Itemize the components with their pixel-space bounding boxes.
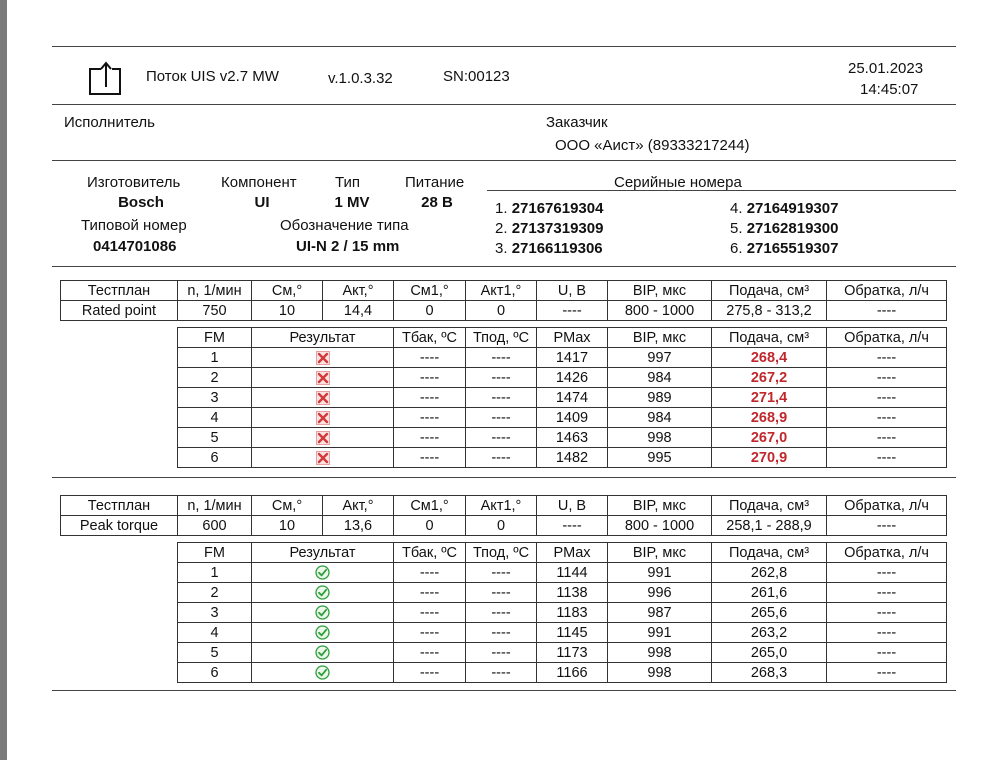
type-designation-value: UI-N 2 / 15 mm	[296, 238, 400, 255]
result-cell	[252, 623, 394, 643]
tbak-cell: ----	[394, 448, 466, 468]
header-cell: Тбак, ºС	[394, 328, 466, 348]
flow-cell: 265,6	[712, 603, 827, 623]
header-cell: Результат	[252, 328, 394, 348]
bip-cell: 984	[608, 408, 712, 428]
fm-cell: 2	[178, 368, 252, 388]
left-page-edge	[0, 0, 7, 760]
fm-cell: 4	[178, 623, 252, 643]
plan-cell: 13,6	[323, 516, 394, 536]
table-row	[178, 388, 947, 408]
header-cell: Акт1,°	[466, 496, 537, 516]
plan-cell: ----	[827, 516, 947, 536]
return-cell: ----	[827, 408, 947, 428]
results-header-row	[178, 328, 947, 348]
header-cell: PMax	[537, 328, 608, 348]
header-cell: U, В	[537, 281, 608, 301]
bip-cell: 989	[608, 388, 712, 408]
tbak-cell: ----	[394, 408, 466, 428]
green-check-icon	[315, 645, 330, 661]
table-row	[178, 448, 947, 468]
tbak-cell: ----	[394, 583, 466, 603]
power-value: 28 В	[421, 194, 453, 211]
pmax-cell: 1463	[537, 428, 608, 448]
plan-cell: 800 - 1000	[608, 301, 712, 321]
plan-values-row	[61, 516, 947, 536]
green-check-icon	[315, 665, 330, 681]
header-cell: См1,°	[394, 281, 466, 301]
executor-label: Исполнитель	[64, 114, 155, 131]
plan-header-row	[61, 496, 947, 516]
header-cell: Тпод, ºС	[466, 543, 537, 563]
table-row	[178, 368, 947, 388]
result-cell	[252, 368, 394, 388]
red-cross-icon	[316, 390, 330, 406]
return-cell: ----	[827, 388, 947, 408]
report-time: 14:45:07	[860, 81, 919, 98]
plan-cell: Peak torque	[61, 516, 178, 536]
pmax-cell: 1144	[537, 563, 608, 583]
return-cell: ----	[827, 348, 947, 368]
parties-rule	[52, 160, 956, 161]
tpod-cell: ----	[466, 388, 537, 408]
tbak-cell: ----	[394, 348, 466, 368]
header-cell: Результат	[252, 543, 394, 563]
tbak-cell: ----	[394, 603, 466, 623]
logo-icon	[88, 60, 122, 101]
header-cell: Подача, см³	[712, 328, 827, 348]
header-cell: PMax	[537, 543, 608, 563]
header-cell: Подача, см³	[712, 543, 827, 563]
header-cell: Акт,°	[323, 281, 394, 301]
tpod-cell: ----	[466, 448, 537, 468]
result-cell	[252, 348, 394, 368]
plan-cell: 10	[252, 301, 323, 321]
green-check-icon	[315, 585, 330, 601]
header-rule	[52, 104, 956, 105]
green-check-icon	[315, 565, 330, 581]
tbak-cell: ----	[394, 663, 466, 683]
program-version: v.1.0.3.32	[328, 70, 393, 87]
table-row	[178, 408, 947, 428]
header-cell: BIP, мкс	[608, 543, 712, 563]
flow-cell: 268,3	[712, 663, 827, 683]
part-number-label: Типовой номер	[81, 217, 187, 234]
return-cell: ----	[827, 583, 947, 603]
plan-cell: ----	[827, 301, 947, 321]
table-row	[178, 428, 947, 448]
pmax-cell: 1417	[537, 348, 608, 368]
fm-cell: 6	[178, 448, 252, 468]
plan-cell: 800 - 1000	[608, 516, 712, 536]
flow-cell: 270,9	[712, 448, 827, 468]
info-rule	[52, 266, 956, 267]
result-cell	[252, 663, 394, 683]
power-label: Питание	[405, 174, 465, 191]
tpod-cell: ----	[466, 623, 537, 643]
return-cell: ----	[827, 368, 947, 388]
red-cross-icon	[316, 370, 330, 386]
tbak-cell: ----	[394, 428, 466, 448]
table-row	[178, 623, 947, 643]
header-cell: См,°	[252, 496, 323, 516]
table-row	[178, 563, 947, 583]
tpod-cell: ----	[466, 603, 537, 623]
red-cross-icon	[316, 450, 330, 466]
table-row	[178, 603, 947, 623]
type-designation-label: Обозначение типа	[280, 217, 409, 234]
header-cell: Подача, см³	[712, 496, 827, 516]
pmax-cell: 1145	[537, 623, 608, 643]
plan-cell: 0	[466, 516, 537, 536]
device-serial: SN:00123	[443, 68, 510, 85]
header-cell: n, 1/мин	[178, 496, 252, 516]
table-row	[178, 583, 947, 603]
plan-cell: 10	[252, 516, 323, 536]
tpod-cell: ----	[466, 348, 537, 368]
serial-index: 4.	[730, 200, 743, 217]
plan-cell: 258,1 - 288,9	[712, 516, 827, 536]
serials-title: Серийные номера	[614, 174, 742, 191]
flow-cell: 267,2	[712, 368, 827, 388]
plan-header-row	[61, 281, 947, 301]
serial-number: 27162819300	[746, 220, 839, 237]
tbak-cell: ----	[394, 643, 466, 663]
serial-number: 27166119306	[511, 240, 603, 257]
plan-cell: 14,4	[323, 301, 394, 321]
bip-cell: 998	[608, 643, 712, 663]
pmax-cell: 1426	[537, 368, 608, 388]
type-label: Тип	[335, 174, 361, 191]
result-cell	[252, 428, 394, 448]
tbak-cell: ----	[394, 388, 466, 408]
tpod-cell: ----	[466, 643, 537, 663]
tpod-cell: ----	[466, 563, 537, 583]
green-check-icon	[315, 625, 330, 641]
return-cell: ----	[827, 663, 947, 683]
return-cell: ----	[827, 448, 947, 468]
results-table-1	[177, 327, 947, 468]
pmax-cell: 1482	[537, 448, 608, 468]
table-row	[178, 348, 947, 368]
flow-cell: 271,4	[712, 388, 827, 408]
header-cell: BIP, мкс	[608, 496, 712, 516]
return-cell: ----	[827, 603, 947, 623]
header-cell: Акт1,°	[466, 281, 537, 301]
serial-number: 27164919307	[746, 200, 839, 217]
serial-number: 27165519307	[746, 240, 839, 257]
serial-item	[730, 240, 838, 257]
customer-value: ООО «Аист» (89333217244)	[555, 137, 750, 154]
header-cell: Тпод, ºС	[466, 328, 537, 348]
plan-cell: 600	[178, 516, 252, 536]
header-cell: Обратка, л/ч	[827, 496, 947, 516]
bip-cell: 991	[608, 563, 712, 583]
flow-cell: 268,4	[712, 348, 827, 368]
serial-item	[495, 200, 603, 217]
header-cell: Тбак, ºС	[394, 543, 466, 563]
result-cell	[252, 603, 394, 623]
result-cell	[252, 643, 394, 663]
top-rule	[52, 46, 956, 47]
result-cell	[252, 583, 394, 603]
pmax-cell: 1138	[537, 583, 608, 603]
result-cell	[252, 388, 394, 408]
serial-index: 6.	[730, 240, 743, 257]
header-cell: Акт,°	[323, 496, 394, 516]
plan-values-row	[61, 301, 947, 321]
red-cross-icon	[316, 430, 330, 446]
serial-index: 1.	[495, 200, 508, 217]
flow-cell: 265,0	[712, 643, 827, 663]
pmax-cell: 1409	[537, 408, 608, 428]
header-cell: FM	[178, 328, 252, 348]
header-cell: BIP, мкс	[608, 328, 712, 348]
header-cell: Обратка, л/ч	[827, 281, 947, 301]
bip-cell: 996	[608, 583, 712, 603]
program-name: Поток UIS v2.7 MW	[146, 68, 279, 85]
tpod-cell: ----	[466, 428, 537, 448]
header-cell: BIP, мкс	[608, 281, 712, 301]
header-cell: См1,°	[394, 496, 466, 516]
flow-cell: 267,0	[712, 428, 827, 448]
serial-index: 3.	[495, 240, 508, 257]
bip-cell: 998	[608, 428, 712, 448]
tpod-cell: ----	[466, 368, 537, 388]
test-plan-table-1	[60, 280, 947, 321]
fm-cell: 3	[178, 603, 252, 623]
return-cell: ----	[827, 428, 947, 448]
header-cell: n, 1/мин	[178, 281, 252, 301]
serial-index: 2.	[495, 220, 508, 237]
test-plan-table-2	[60, 495, 947, 536]
plan-cell: ----	[537, 516, 608, 536]
header-cell: Подача, см³	[712, 281, 827, 301]
bip-cell: 991	[608, 623, 712, 643]
bottom-rule	[52, 690, 956, 691]
bip-cell: 995	[608, 448, 712, 468]
plan-cell: Rated point	[61, 301, 178, 321]
type-value: 1 MV	[334, 194, 370, 211]
fm-cell: 5	[178, 428, 252, 448]
tbak-cell: ----	[394, 563, 466, 583]
pmax-cell: 1173	[537, 643, 608, 663]
fm-cell: 1	[178, 348, 252, 368]
results-header-row	[178, 543, 947, 563]
fm-cell: 1	[178, 563, 252, 583]
block-rule	[52, 477, 956, 478]
results-table-2	[177, 542, 947, 683]
fm-cell: 5	[178, 643, 252, 663]
pmax-cell: 1183	[537, 603, 608, 623]
red-cross-icon	[316, 410, 330, 426]
bip-cell: 997	[608, 348, 712, 368]
tpod-cell: ----	[466, 583, 537, 603]
serial-item	[730, 200, 838, 217]
fm-cell: 6	[178, 663, 252, 683]
green-check-icon	[315, 605, 330, 621]
return-cell: ----	[827, 563, 947, 583]
table-row	[178, 663, 947, 683]
return-cell: ----	[827, 643, 947, 663]
header-cell: Тестплан	[61, 281, 178, 301]
header-cell: Обратка, л/ч	[827, 328, 947, 348]
fm-cell: 3	[178, 388, 252, 408]
flow-cell: 263,2	[712, 623, 827, 643]
header-cell: Тестплан	[61, 496, 178, 516]
return-cell: ----	[827, 623, 947, 643]
bip-cell: 998	[608, 663, 712, 683]
serial-item	[495, 240, 603, 257]
serial-item	[495, 220, 603, 237]
tpod-cell: ----	[466, 408, 537, 428]
component-label: Компонент	[221, 174, 297, 191]
header-cell: U, В	[537, 496, 608, 516]
plan-cell: 0	[394, 301, 466, 321]
serial-number: 27167619304	[511, 200, 604, 217]
flow-cell: 262,8	[712, 563, 827, 583]
fm-cell: 4	[178, 408, 252, 428]
flow-cell: 268,9	[712, 408, 827, 428]
pmax-cell: 1474	[537, 388, 608, 408]
pmax-cell: 1166	[537, 663, 608, 683]
customer-label: Заказчик	[546, 114, 608, 131]
tbak-cell: ----	[394, 368, 466, 388]
bip-cell: 987	[608, 603, 712, 623]
table-row	[178, 643, 947, 663]
tbak-cell: ----	[394, 623, 466, 643]
plan-cell: 750	[178, 301, 252, 321]
header-cell: См,°	[252, 281, 323, 301]
plan-cell: 0	[394, 516, 466, 536]
part-number-value: 0414701086	[93, 238, 177, 255]
serial-item	[730, 220, 838, 237]
result-cell	[252, 448, 394, 468]
serials-title-rule	[487, 190, 956, 191]
fm-cell: 2	[178, 583, 252, 603]
serial-index: 5.	[730, 220, 743, 237]
bip-cell: 984	[608, 368, 712, 388]
serial-number: 27137319309	[511, 220, 604, 237]
plan-cell: 275,8 - 313,2	[712, 301, 827, 321]
result-cell	[252, 408, 394, 428]
header-cell: Обратка, л/ч	[827, 543, 947, 563]
header-cell: FM	[178, 543, 252, 563]
manufacturer-label: Изготовитель	[87, 174, 181, 191]
flow-cell: 261,6	[712, 583, 827, 603]
manufacturer-value: Bosch	[118, 194, 164, 211]
report-date: 25.01.2023	[848, 60, 924, 77]
result-cell	[252, 563, 394, 583]
component-value: UI	[254, 194, 270, 211]
red-cross-icon	[316, 350, 330, 366]
plan-cell: ----	[537, 301, 608, 321]
tpod-cell: ----	[466, 663, 537, 683]
plan-cell: 0	[466, 301, 537, 321]
